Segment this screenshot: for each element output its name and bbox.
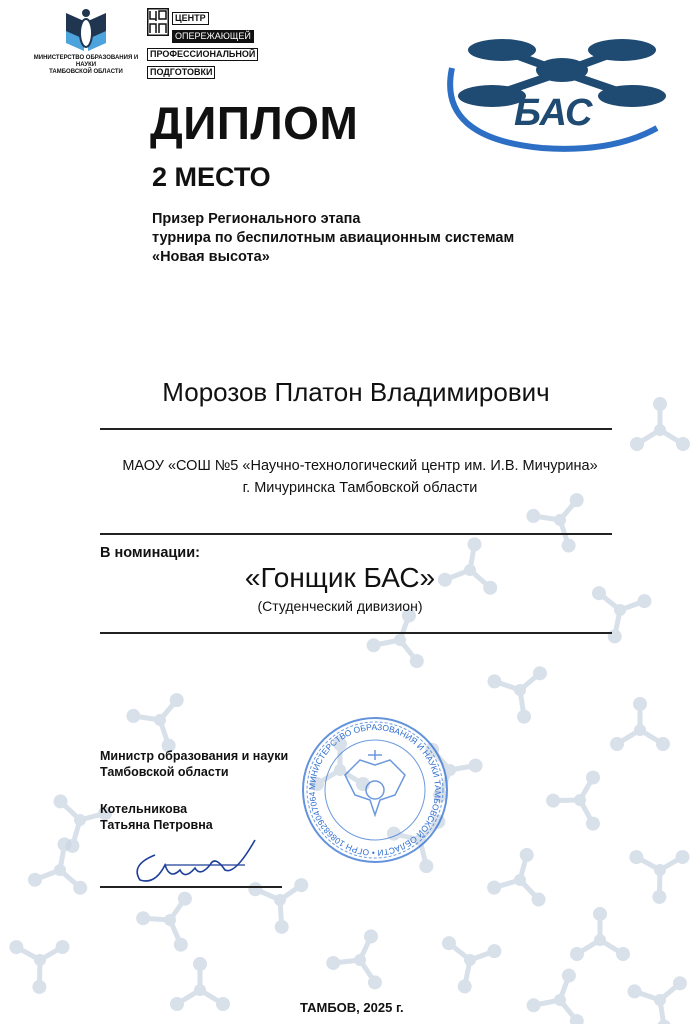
school-line-2: г. Мичуринска Тамбовской области: [242, 480, 478, 496]
ministry-logo: [30, 5, 142, 76]
molecule-shape: [525, 959, 600, 1024]
division-label: (Студенческий дивизион): [257, 598, 423, 614]
position-line-1: Министр образования и науки: [100, 749, 289, 763]
event-line-3: «Новая высота»: [152, 249, 270, 265]
molecule-shape: [170, 957, 230, 1011]
signature-line: [100, 886, 282, 888]
recipient-name: Морозов Платон Владимирович: [162, 377, 550, 407]
name-line-2: Татьяна Петровна: [100, 818, 213, 832]
double-headed-eagle-icon: [345, 750, 405, 815]
ministry-logo-line-2: ТАМБОВСКОЙ ОБЛАСТИ: [49, 69, 123, 75]
molecule-shape: [610, 697, 670, 751]
cpp-logo: [147, 8, 258, 80]
molecule-shape: [440, 921, 511, 996]
molecule-shape: [486, 840, 558, 908]
nomination-title: «Гонщик БАС»: [244, 562, 436, 593]
divider: [100, 428, 612, 430]
bee-book-icon: [61, 5, 111, 55]
event-line-2: турнира по беспилотным авиационным системам: [152, 230, 515, 246]
official-stamp: [300, 715, 450, 865]
cpp-line-3: ПРОФЕССИОНАЛЬНОЙ: [147, 48, 258, 61]
molecule-shape: [485, 646, 565, 727]
school-info: [60, 455, 660, 499]
molecule-shape: [544, 756, 623, 833]
bas-logo: [432, 28, 672, 158]
event-description: [152, 210, 514, 267]
molecule-shape: [590, 571, 661, 646]
name-line-1: Котельникова: [100, 802, 188, 816]
divider: [100, 533, 612, 535]
cpp-line-4: ПОДГОТОВКИ: [147, 66, 215, 79]
molecule-shape: [627, 828, 691, 907]
molecule-shape: [630, 397, 690, 451]
event-line-1: Призер Регионального этапа: [152, 211, 361, 227]
stamp-text: МИНИСТЕРСТВО ОБРАЗОВАНИЯ И НАУКИ ТАМБОВСКОЙ ОБЛАСТИ • ОГРН 1086829047064: [306, 721, 444, 859]
cpp-line-2: ОПЕРЕЖАЮЩЕЙ: [172, 30, 254, 43]
signatory-position: [100, 748, 288, 780]
diploma-title: ДИПЛОМ: [150, 97, 359, 149]
place-label: 2 МЕСТО: [152, 162, 271, 192]
molecule-shape: [124, 675, 205, 755]
divider: [100, 632, 612, 634]
molecule-shape: [570, 907, 630, 961]
position-line-2: Тамбовской области: [100, 765, 229, 779]
signatory-name: [100, 801, 213, 833]
molecule-shape: [324, 917, 401, 991]
school-line-1: МАОУ «СОШ №5 «Научно-технологический центр им. И.В. Мичурина»: [122, 458, 598, 474]
cpp-mark-icon: [147, 8, 169, 36]
cpp-line-1: ЦЕНТР: [172, 12, 209, 25]
bas-logo-text: БАС: [514, 92, 593, 134]
molecule-shape: [7, 918, 84, 997]
nomination-label: В номинации:: [100, 545, 200, 561]
molecule-shape: [27, 832, 95, 896]
ministry-logo-line-1: МИНИСТЕРСТВО ОБРАЗОВАНИЯ И НАУКИ: [33, 55, 139, 68]
svg-text:МИНИСТЕРСТВО ОБРАЗОВАНИЯ И НАУ: [307, 722, 443, 858]
molecule-shape: [625, 956, 691, 1024]
place-year: ТАМБОВ, 2025 г.: [300, 1000, 404, 1015]
handwritten-signature: [125, 835, 265, 890]
